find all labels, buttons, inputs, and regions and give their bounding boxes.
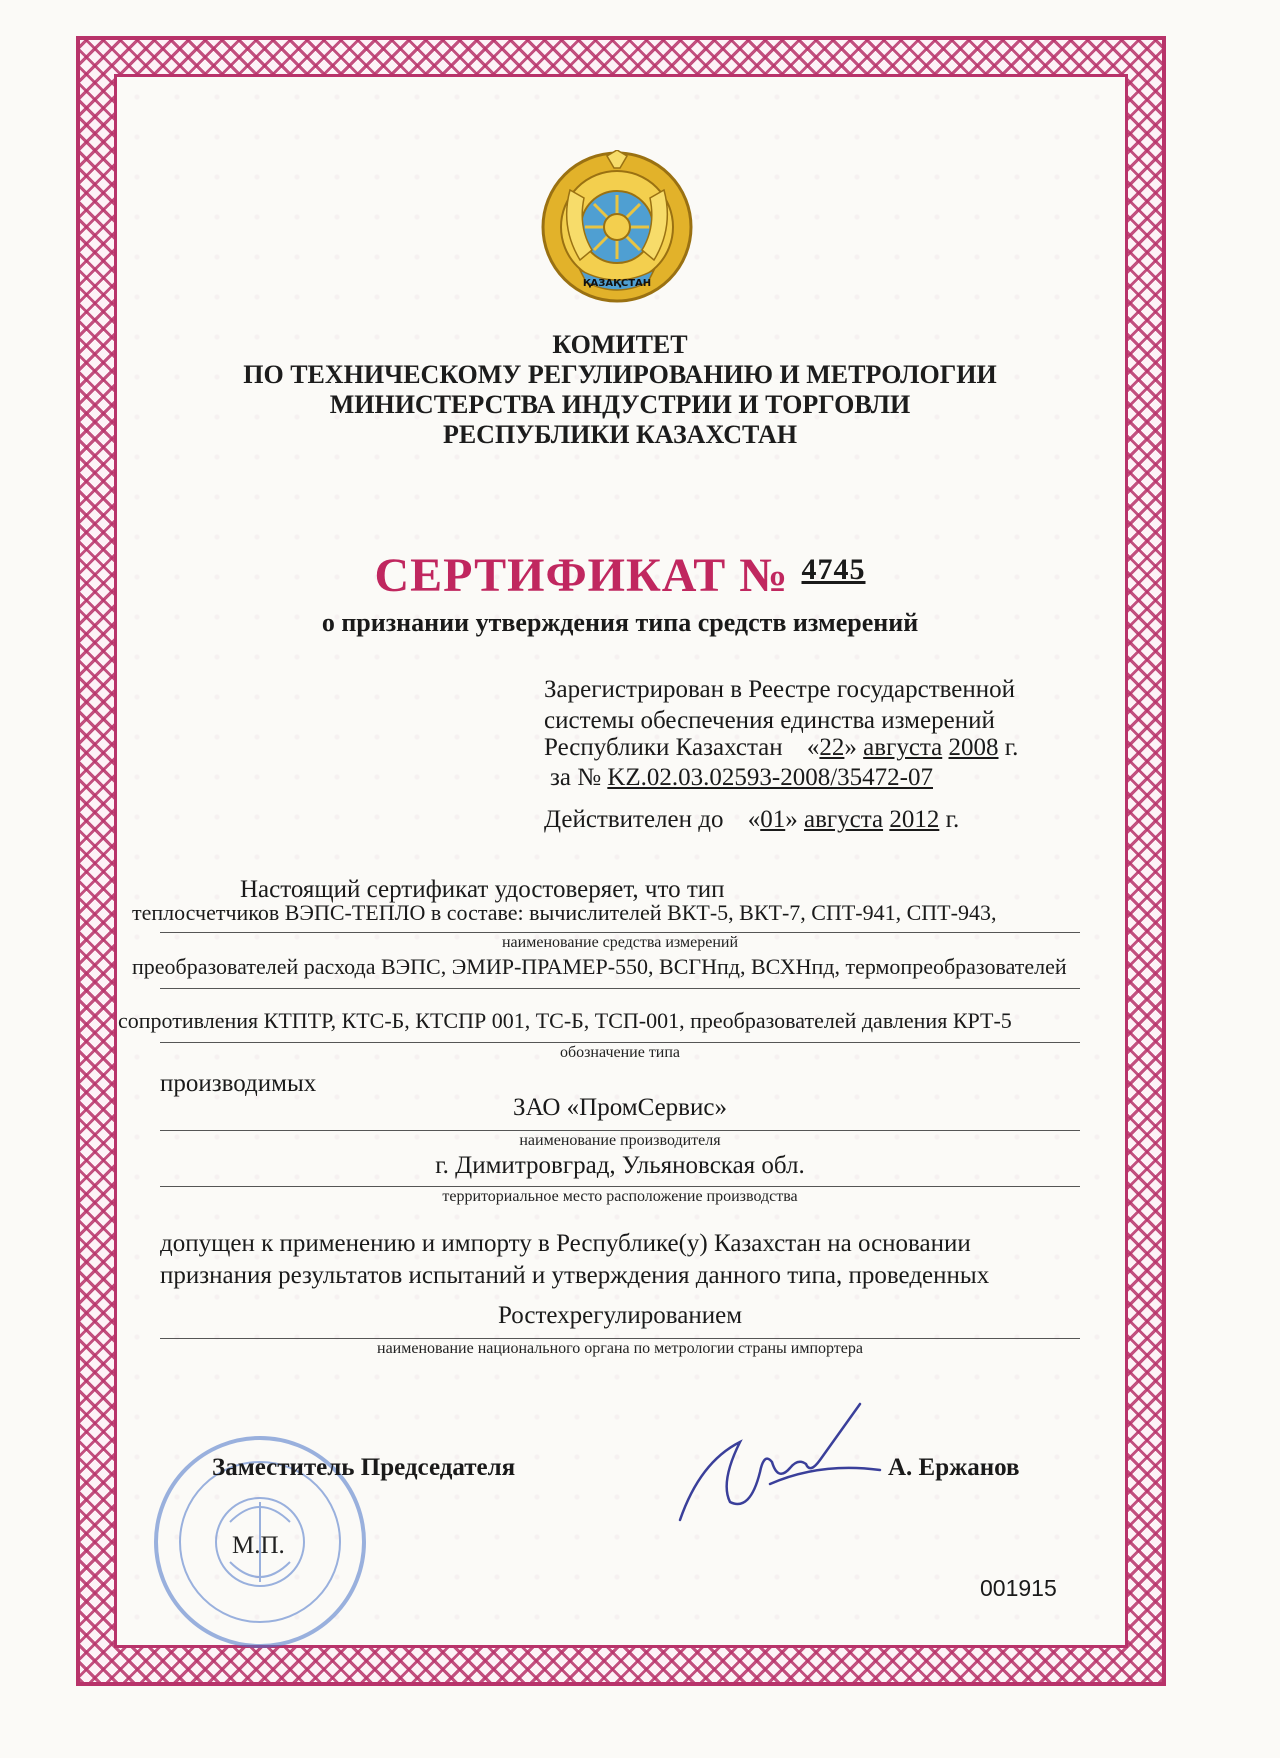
registration-number: KZ.02.03.02593-2008/35472-07 — [607, 764, 933, 791]
validity-month: августа — [803, 806, 884, 833]
registration-line-3: Республики Казахстан «22» августа 2008 г. — [544, 734, 1019, 761]
fill-line — [160, 1338, 1080, 1339]
caption-location: территориальное место расположение производства — [442, 1188, 798, 1205]
registration-number-prefix: за № — [550, 764, 602, 791]
validity-label: Действителен до — [544, 806, 724, 833]
issuer-line: МИНИСТЕРСТВА ИНДУСТРИИ И ТОРГОВЛИ — [329, 390, 911, 419]
registration-day: 22 — [819, 734, 845, 761]
fill-line — [160, 988, 1080, 989]
admission-line-2: признания результатов испытаний и утверждения данного типа, проведенных — [160, 1262, 990, 1289]
registration-year: 2008 — [948, 734, 999, 761]
fill-line — [160, 1042, 1080, 1043]
intro-text: Настоящий сертификат удостоверяет, что тип — [240, 876, 725, 903]
issuer-header — [160, 330, 1080, 450]
certificate-title — [160, 548, 1080, 603]
instrument-line-1: теплосчетчиков ВЭПС-ТЕПЛО в составе: вычислителей ВКТ-5, ВКТ-7, СПТ-941, СПТ-943, — [132, 900, 997, 925]
issuer-line: КОМИТЕТ — [552, 330, 688, 359]
year-suffix: г. — [945, 806, 960, 833]
registration-number-line — [550, 764, 933, 792]
instrument-line-3: сопротивления КТПТР, КТС-Б, КТСПР 001, ТС-Б, ТСП-001, преобразователей давления КРТ-5 — [118, 1008, 1012, 1033]
national-authority: Ростехрегулированием — [497, 1302, 743, 1329]
manufacturer-name: ЗАО «ПромСервис» — [513, 1094, 727, 1121]
certificate-title-text: СЕРТИФИКАТ № — [374, 549, 789, 602]
produced-label: производимых — [160, 1070, 317, 1097]
fill-line — [160, 932, 1080, 933]
validity-day: 01 — [760, 806, 786, 833]
issuer-line: РЕСПУБЛИКИ КАЗАХСТАН — [442, 420, 798, 449]
signer-position: Заместитель Председателя — [212, 1454, 516, 1481]
emblem-text: ҚАЗАҚСТАН — [582, 278, 652, 289]
registration-country: Республики Казахстан — [544, 734, 783, 761]
instrument-line-2: преобразователей расхода ВЭПС, ЭМИР-ПРАМЕР-550, ВСГНпд, ВСХНпд, термопреобразователей — [132, 954, 1067, 979]
year-suffix: г. — [1004, 734, 1019, 761]
fill-line — [160, 1186, 1080, 1187]
production-location: г. Димитровград, Ульяновская обл. — [435, 1152, 805, 1179]
certificate-number: 4745 — [801, 553, 866, 586]
certificate-serial-number: 001915 — [980, 1575, 1057, 1601]
kazakhstan-state-emblem-icon — [540, 150, 694, 304]
registration-line-2: системы обеспечения единства измерений — [544, 707, 995, 734]
fill-line — [160, 1130, 1080, 1131]
caption-manufacturer: наименование производителя — [519, 1132, 721, 1149]
caption-instrument-name: наименование средства измерений — [501, 934, 739, 951]
certificate-background — [114, 74, 1128, 1648]
caption-type: обозначение типа — [559, 1044, 681, 1061]
certificate-subtitle: о признании утверждения типа средств измерений — [321, 608, 919, 637]
registration-line-1: Зарегистрирован в Реестре государственной — [544, 676, 1016, 703]
validity-year: 2012 — [889, 806, 940, 833]
handwritten-signature — [660, 1402, 890, 1532]
caption-authority: наименование национального органа по метрологии страны импортера — [377, 1340, 863, 1357]
admission-line-1: допущен к применению и импорту в Республике(у) Казахстан на основании — [160, 1230, 971, 1257]
registration-month: августа — [863, 734, 943, 761]
signer-name: А. Ержанов — [888, 1454, 1020, 1481]
issuer-line: ПО ТЕХНИЧЕСКОМУ РЕГУЛИРОВАНИЮ И МЕТРОЛОГИИ — [243, 360, 997, 389]
validity-line: Действителен до «01» августа 2012 г. — [544, 806, 960, 833]
stamp-label: М.П. — [232, 1532, 285, 1559]
